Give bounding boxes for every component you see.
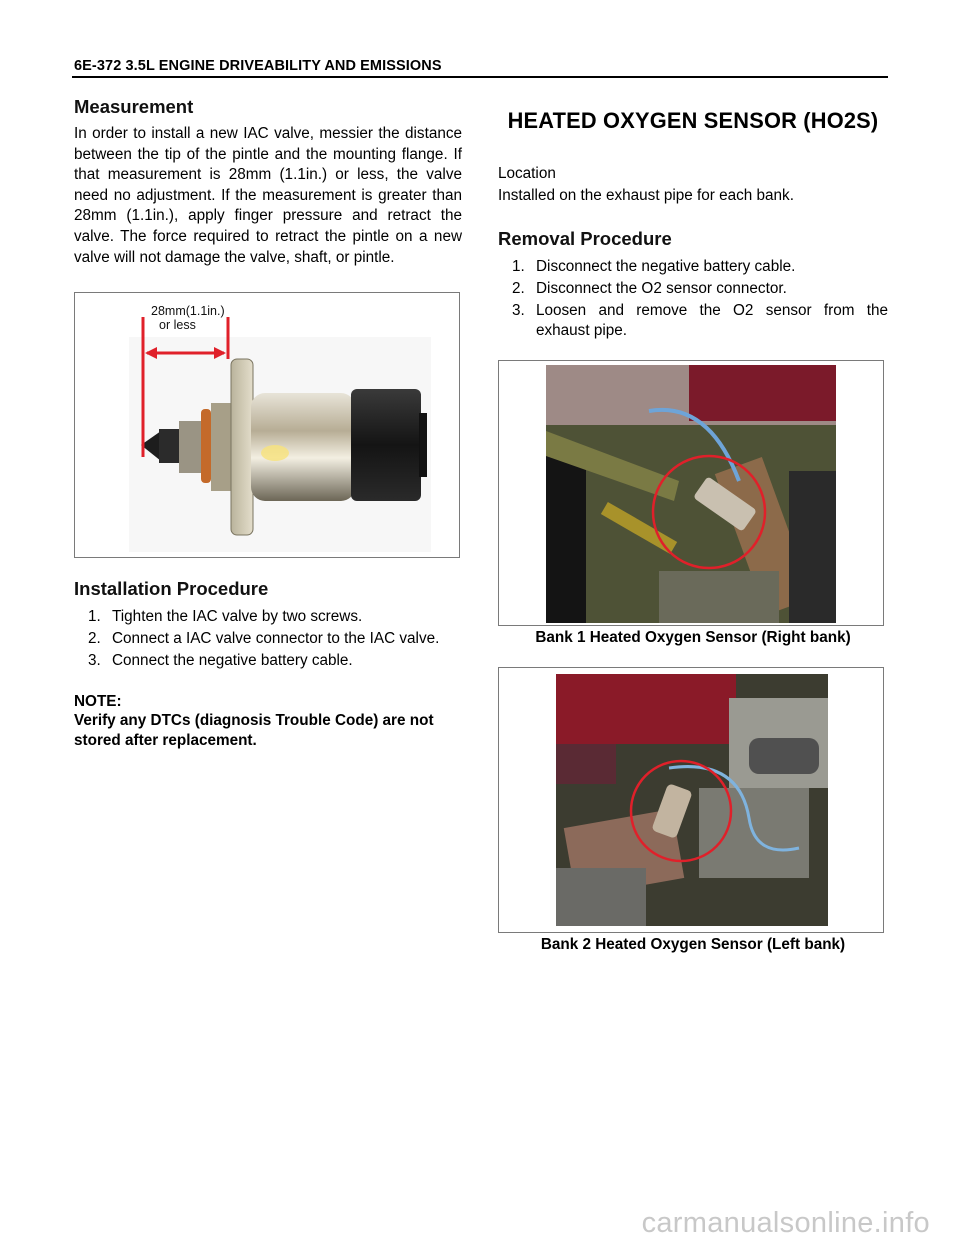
list-item: 1. Tighten the IAC valve by two screws. — [88, 608, 363, 626]
section-title: HEATED OXYGEN SENSOR (HO2S) — [507, 108, 879, 133]
location-label: Location — [498, 165, 556, 182]
list-item: 1. Disconnect the negative battery cable. — [512, 257, 796, 275]
bank2-caption: Bank 2 Heated Oxygen Sensor (Left bank) — [540, 935, 846, 953]
list-item: 2. Disconnect the O2 sensor connector. — [512, 279, 787, 297]
page-header: 6E-372 3.5L ENGINE DRIVEABILITY AND EMISSIONS — [74, 58, 442, 74]
bank2-photo — [499, 668, 883, 932]
iac-valve-illustration — [75, 293, 459, 557]
bank1-caption: Bank 1 Heated Oxygen Sensor (Right bank) — [535, 628, 851, 646]
bank1-photo — [499, 361, 883, 625]
note-title: NOTE: — [74, 692, 122, 710]
header-rule — [72, 76, 888, 78]
note-text: Verify any DTCs (diagnosis Trouble Code) are not stored after replacement. — [74, 712, 434, 749]
right-column — [498, 108, 888, 954]
removal-heading: Removal Procedure — [498, 227, 672, 249]
watermark: carmanualsonline.info — [641, 1207, 930, 1239]
measurement-label-line2: or less — [159, 318, 196, 333]
measurement-text: In order to install a new IAC valve, messier the distance between the tip of the pintle and the mounting flange. If that measurement is 28mm (1.1in.) or less, the valve need no adjustment. If the measurement is greater than 28mm (1.1in.), apply finger pressure and retract the valve. The force required to retract the pintle on a new valve will not damage the valve, shaft, or pintle. — [74, 125, 462, 266]
bank2-figure — [498, 667, 884, 933]
measurement-heading: Measurement — [74, 96, 194, 117]
iac-valve-figure — [74, 292, 460, 558]
list-item: 3. Connect the negative battery cable. — [88, 652, 353, 670]
list-item: 3. Loosen and remove the O2 sensor from the exhaust pipe. — [512, 301, 888, 340]
measurement-label-line1: 28mm(1.1in.) — [151, 304, 225, 319]
location-text: Installed on the exhaust pipe for each bank. — [498, 186, 794, 204]
installation-heading: Installation Procedure — [74, 578, 269, 600]
note-block — [74, 692, 462, 751]
list-item: 2. Connect a IAC valve connector to the IAC valve. — [88, 630, 440, 648]
installation-steps — [88, 607, 462, 672]
removal-steps — [512, 257, 888, 342]
bank1-figure — [498, 360, 884, 626]
left-column — [74, 96, 462, 750]
